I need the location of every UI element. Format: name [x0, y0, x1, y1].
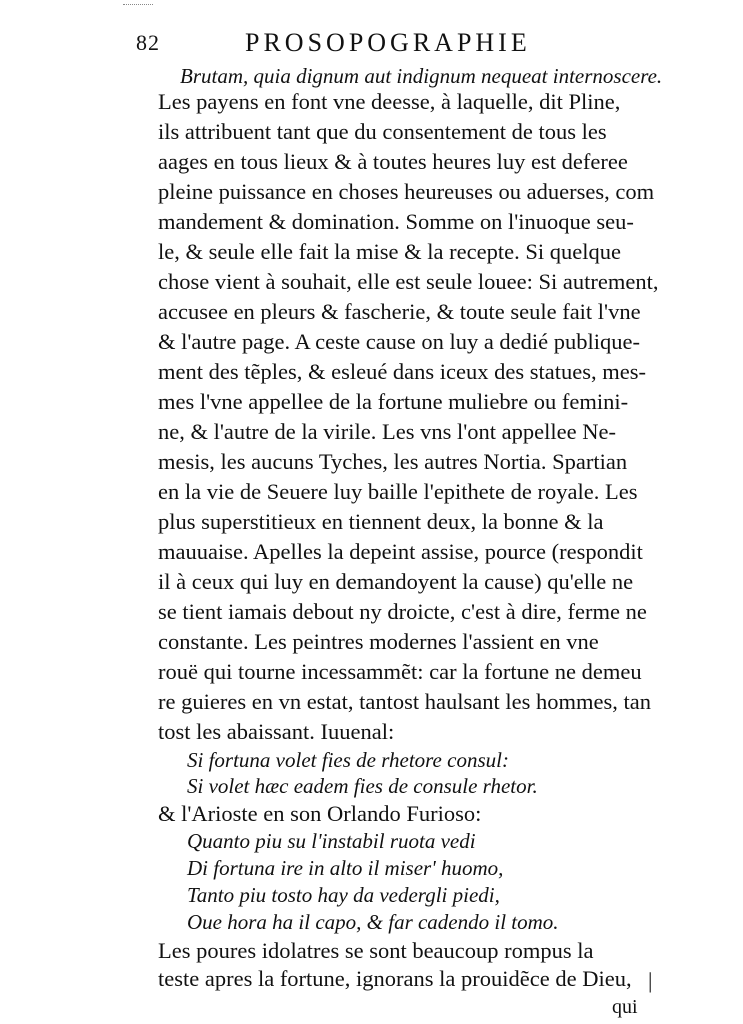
text-line: accusee en pleurs & fascherie, & toute seule fait l'vne [158, 299, 641, 324]
text-line: mesis, les aucuns Tyches, les autres Nortia. Spartian [158, 449, 628, 474]
text-line: constante. Les peintres modernes l'assient en vne [158, 629, 599, 654]
text-line: ils attribuent tant que du consentement de tous les [158, 119, 607, 144]
text-line: ment des tẽples, & esleué dans iceux des statues, mes- [158, 359, 646, 384]
margin-mark: | [648, 968, 653, 993]
text-line: rouë qui tourne incessammẽt: car la fortune ne demeu [158, 659, 642, 684]
text-line: tost les abaissant. Iuuenal: [158, 719, 395, 744]
top-margin-mark [123, 4, 153, 6]
text-line: se tient iamais debout ny droicte, c'est à dire, ferme ne [158, 599, 647, 624]
text-line: & l'Arioste en son Orlando Furioso: [158, 801, 482, 826]
text-line: re guieres en vn estat, tantost haulsant les hommes, tan [158, 689, 652, 714]
running-title: PROSOPOGRAPHIE [245, 28, 531, 57]
catchword: qui [612, 996, 638, 1018]
text-line: en la vie de Seuere luy baille l'epithete de royale. Les [158, 479, 638, 504]
latin-quote-line: Brutam, quia dignum aut indignum nequeat internoscere. [180, 64, 663, 88]
verse-line: Si volet hæc eadem fies de consule rhetor. [187, 774, 538, 798]
text-line: ne, & l'autre de la virile. Les vns l'ont appellee Ne- [158, 419, 616, 444]
text-line: mes l'vne appellee de la fortune muliebre ou femini- [158, 389, 629, 414]
text-line: mauuaise. Apelles la depeint assise, pource (respondit [158, 539, 643, 564]
verse-line: Si fortuna volet fies de rhetore consul: [187, 748, 509, 772]
text-line: pleine puissance en choses heureuses ou aduerses, com [158, 179, 655, 204]
verse-line: Di fortuna ire in alto il miser' huomo, [187, 856, 504, 880]
verse-line: Quanto piu su l'instabil ruota vedi [187, 829, 476, 853]
text-line: teste apres la fortune, ignorans la prouidẽce de Dieu, [158, 966, 632, 991]
text-line: plus superstitieux en tiennent deux, la bonne & la [158, 509, 604, 534]
text-line: il à ceux qui luy en demandoyent la cause) qu'elle ne [158, 569, 634, 594]
text-line: chose vient à souhait, elle est seule louee: Si autrement, [158, 269, 659, 294]
text-line: Les payens en font vne deesse, à laquelle, dit Pline, [158, 89, 621, 114]
text-line: Les poures idolatres se sont beaucoup rompus la [158, 938, 594, 963]
text-line: le, & seule elle fait la mise & la recepte. Si quelque [158, 239, 621, 264]
text-line: & l'autre page. A ceste cause on luy a dedié publique- [158, 329, 641, 354]
text-line: mandement & domination. Somme on l'inuoque seu- [158, 209, 634, 234]
verse-line: Oue hora ha il capo, & far cadendo il tomo. [187, 910, 559, 934]
text-line: aages en tous lieux & à toutes heures luy est deferee [158, 149, 628, 174]
page-number: 82 [136, 30, 160, 55]
verse-line: Tanto piu tosto hay da vedergli piedi, [187, 883, 500, 907]
